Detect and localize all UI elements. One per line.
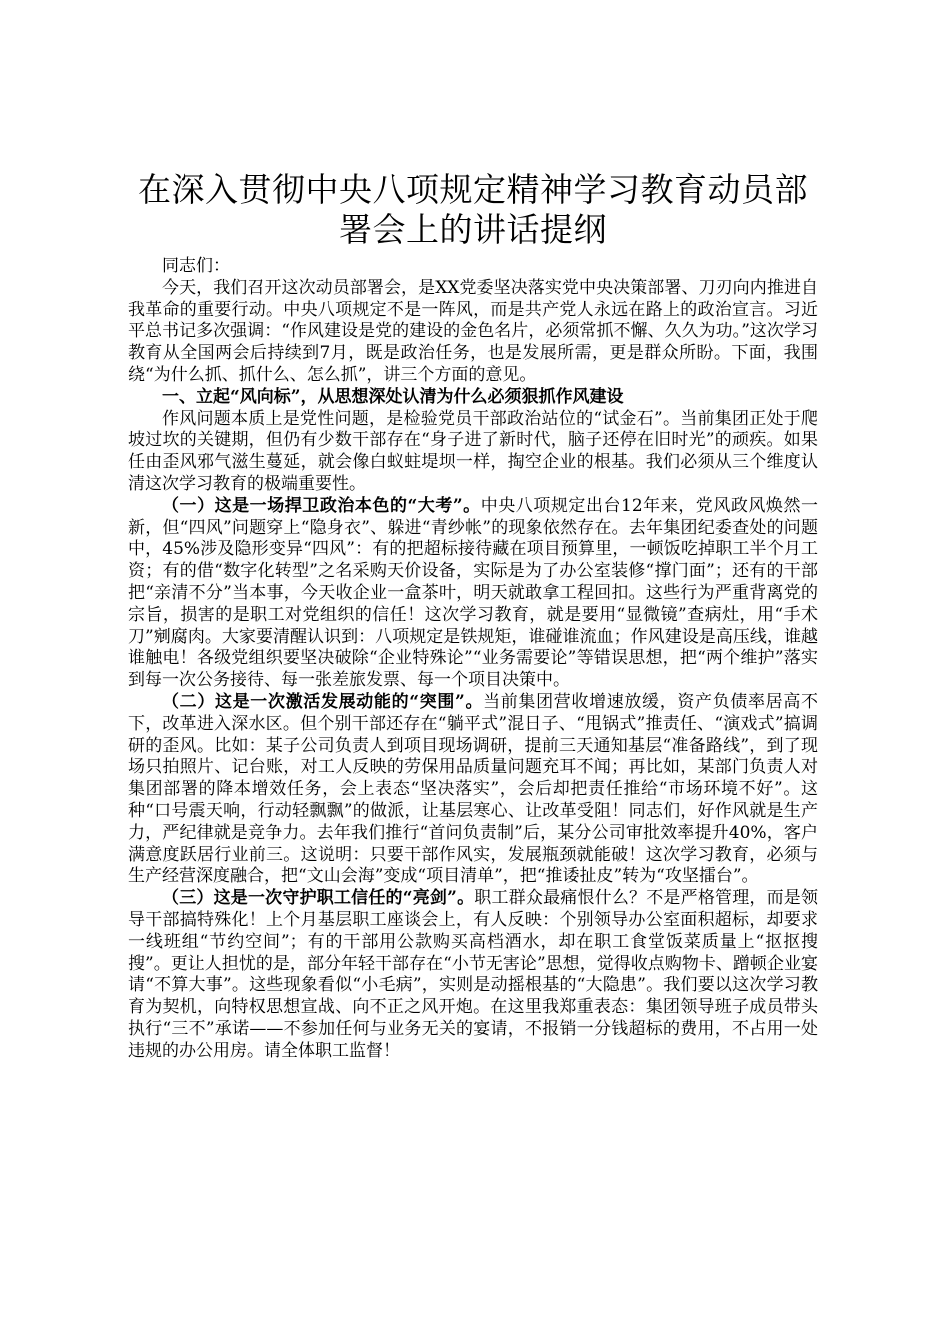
- point-text-1: 中央八项规定出台12年来，党风政风焕然一新，但“四风”问题穿上“隐身衣”、躲进“青纱帐”的现象依然存在。去年集团纪委查处的问题中，45%涉及隐形变异“四风”：有的把超标接待藏在项目预算里，一顿饭吃掉职工半个月工资；有的借“数字化转型”之名采购天价设备，实际是为了办公室装修“撑门面”；还有的干部把“亲清不分”当本事，今天收企业一盒茶叶，明天就敢拿工程回扣。这些行为严重背离党的宗旨，损害的是职工对党组织的信任！这次学习教育，就是要用“显微镜”查病灶，用“手术刀”剜腐肉。大家要清醒认识到：八项规定是铁规矩，谁碰谁流血；作风建设是高压线，谁越谁触电！各级党组织要坚决破除“企业特殊论”“业务需要论”等错误思想，把“两个维护”落实到每一次公务接待、每一张差旅发票、每一个项目决策中。: [128, 495, 818, 691]
- intro-paragraph: 今天，我们召开这次动员部署会，是XX党委坚决落实党中央决策部署、刀刃向内推进自我革命的重要行动。中央八项规定不是一阵风，而是共产党人永远在路上的政治宣言。习近平总书记多次强调：“作风建设是党的建设的金色名片，必须常抓不懈、久久为功。”这次学习教育从全国两会后持续到7月，既是政治任务，也是发展所需，更是群众所盼。下面，我围绕“为什么抓、抓什么、怎么抓”，讲三个方面的意见。: [128, 277, 818, 385]
- point-paragraph-3: [128, 888, 818, 1062]
- point-paragraph-2: [128, 692, 818, 888]
- section-heading: 一、立起“风向标”，从思想深处认清为什么必须狠抓作风建设: [162, 386, 624, 407]
- point-heading-2: （二）这是一次激活发展动能的“突围”。: [162, 691, 484, 712]
- section-intro-paragraph: 作风问题本质上是党性问题，是检验党员干部政治站位的“试金石”。当前集团正处于爬坡过坎的关键期，但仍有少数干部存在“身子进了新时代，脑子还停在旧时光”的顽疾。如果任由歪风邪气滋生蔓延，就会像白蚁蛀堤坝一样，掏空企业的根基。我们必须从三个维度认清这次学习教育的极端重要性。: [128, 408, 818, 494]
- document-body: [128, 256, 818, 1062]
- point-paragraph-1: [128, 496, 818, 692]
- point-text-2: 当前集团营收增速放缓，资产负债率居高不下，改革进入深水区。但个别干部还存在“躺平式”混日子、“甩锅式”推责任、“演戏式”搞调研的歪风。比如：某子公司负责人到项目现场调研，提前三天通知基层“准备路线”，到了现场只拍照片、记台账，对工人反映的劳保用品质量问题充耳不闻；再比如，某部门负责人对集团部署的降本增效任务，会上表态“坚决落实”，会后却把责任推给“市场环境不好”。这种“口号震天响，行动轻飘飘”的做派，让基层寒心、让改革受阻！同志们，好作风就是生产力，严纪律就是竞争力。去年我们推行“首问负责制”后，某分公司审批效率提升40%，客户满意度跃居行业前三。这说明：只要干部作风实，发展瓶颈就能破！这次学习教育，必须与生产经营深度融合，把“文山会海”变成“项目清单”，把“推诿扯皮”转为“攻坚擂台”。: [128, 691, 818, 887]
- point-text-3: 职工群众最痛恨什么？不是严格管理，而是领导干部搞特殊化！上个月基层职工座谈会上，有人反映：个别领导办公室面积超标，却要求一线班组“节约空间”；有的干部用公款购买高档酒水，却在职工食堂饭菜质量上“抠抠搜搜”。更让人担忧的是，部分年轻干部存在“小节无害论”思想，觉得收点购物卡、蹭顿企业宴请“不算大事”。这些现象看似“小毛病”，实则是动摇根基的“大隐患”。我们要以这次学习教育为契机，向特权思想宣战、向不正之风开炮。在这里我郑重表态：集团领导班子成员带头执行“三不”承诺——不参加任何与业务无关的宴请，不报销一分钱超标的费用，不占用一处违规的办公用房。请全体职工监督！: [128, 888, 818, 1061]
- point-heading-1: （一）这是一场捍卫政治本色的“大考”。: [162, 495, 481, 516]
- greeting: 同志们：: [162, 256, 230, 276]
- point-heading-3: （三）这是一次守护职工信任的“亮剑”。: [162, 888, 475, 909]
- document-title: 在深入贯彻中央八项规定精神学习教育动员部署会上的讲话提纲: [138, 170, 808, 249]
